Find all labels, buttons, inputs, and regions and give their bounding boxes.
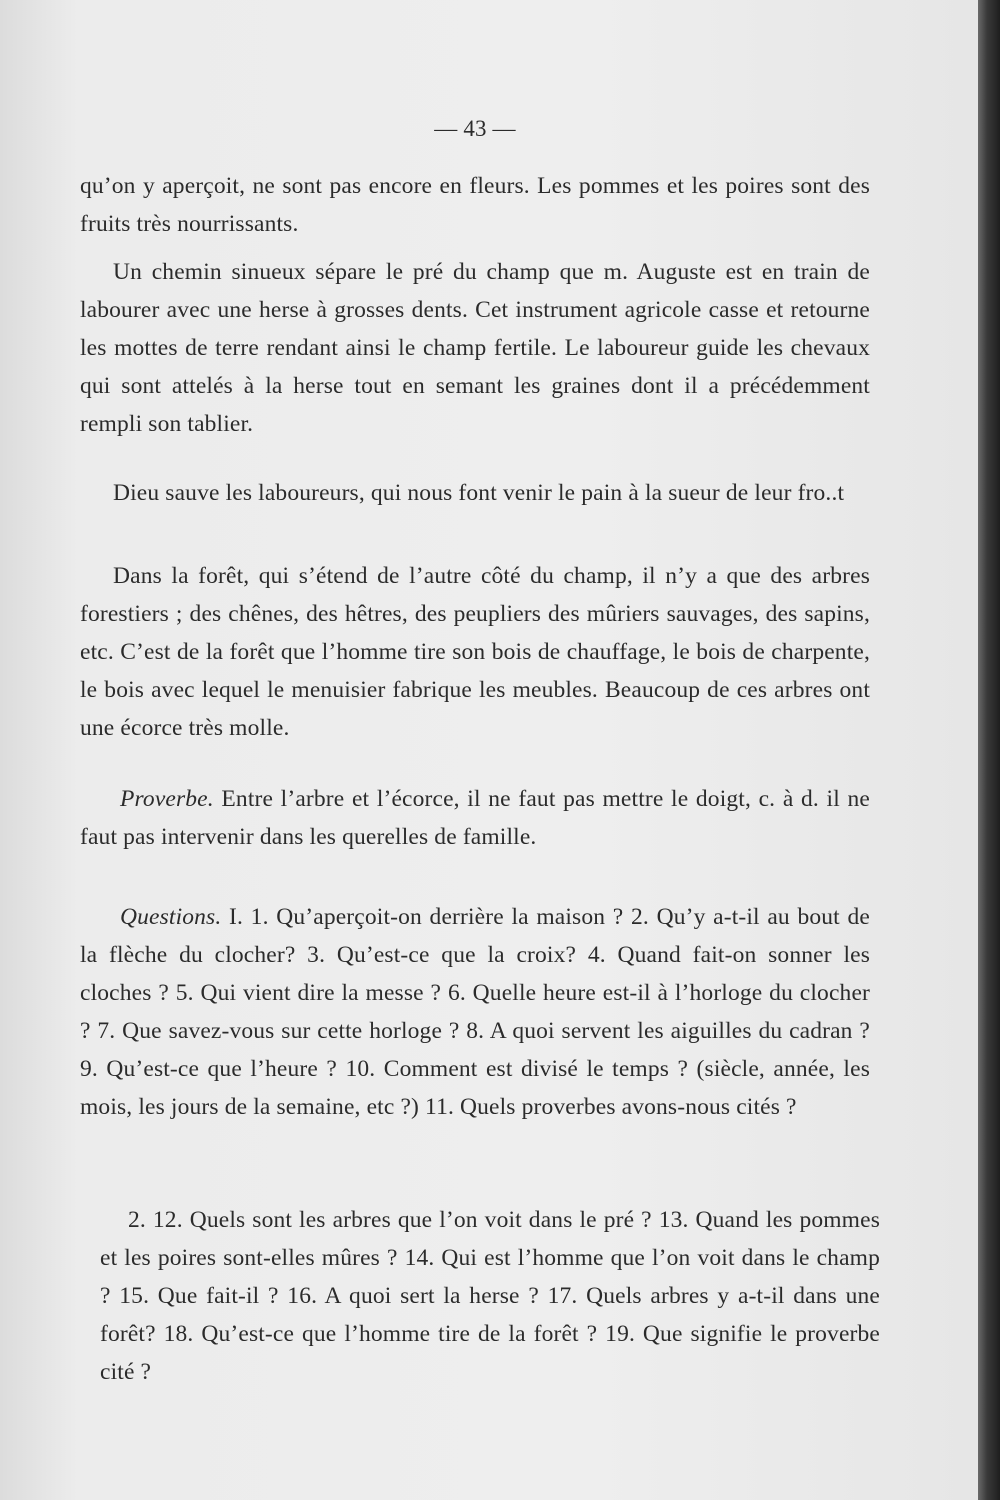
proverb-label: Proverbe. <box>120 786 214 812</box>
paragraph-laboureurs <box>80 474 870 512</box>
page-number: — 43 — <box>434 116 516 141</box>
paragraph-text: I. 1. Qu’aperçoit-on derrière la maison ? 2. Qu’y a-t-il au bout de la flèche du clocher? 3. Qu’est-ce que la croix? 4. Quand fait-on sonner les cloches ? 5. Qui vient dire la messe ? 6. Quelle heure est-il à l’horloge du clocher ? 7. Que savez-vous sur cette horloge ? 8. A quoi servent les aiguilles du cadran ? 9. Qu’est-ce que l’heure ? 10. Comment est divisé le temps ? (siècle, année, les mois, les jours de la semaine, etc ?) 11. Quels proverbes avons-nous cités ? <box>80 904 870 1120</box>
paragraph-text: qu’on y aperçoit, ne sont pas encore en fleurs. Les pommes et les poires sont des fruits très nourrissants. <box>80 173 870 237</box>
questions-label: Questions. <box>120 904 222 930</box>
paragraph-text: Dieu sauve les laboureurs, qui nous font venir le pain à la sueur de leur fro..t <box>113 480 845 506</box>
paragraph-proverb <box>80 780 870 856</box>
book-spine-edge <box>978 0 1000 1500</box>
paragraph-text: Entre l’arbre et l’écorce, il ne faut pas mettre le doigt, c. à d. il ne faut pas intervenir dans les querelles de famille. <box>80 786 870 850</box>
paragraph-questions-2 <box>100 1201 880 1391</box>
paragraph-fruits <box>80 167 870 243</box>
paragraph-text: Dans la forêt, qui s’étend de l’autre côté du champ, il n’y a que des arbres forestiers ; des chênes, des hêtres, des peupliers des mûriers sauvages, des sapins, etc. C’est de la forêt que l’homme tire son bois de chauffage, le bois de charpente, le bois avec lequel le menuisier fabrique les meubles. Beaucoup de ces arbres ont une écorce très molle. <box>80 563 870 741</box>
paragraph-questions-1 <box>80 898 870 1126</box>
paragraph-text: 2. 12. Quels sont les arbres que l’on voit dans le pré ? 13. Quand les pommes et les poires sont-elles mûres ? 14. Qui est l’homme que l’on voit dans le champ ? 15. Que fait-il ? 16. A quoi sert la herse ? 17. Quels arbres y a-t-il dans une forêt? 18. Qu’est-ce que l’homme tire de la forêt ? 19. Que signifie le proverbe cité ? <box>100 1207 880 1385</box>
paragraph-forest <box>80 557 870 747</box>
paragraph-text: Un chemin sinueux sépare le pré du champ que m. Auguste est en train de labourer avec une herse à grosses dents. Cet instrument agricole casse et retourne les mottes de terre rendant ainsi le champ fertile. Le laboureur guide les chevaux qui sont attelés à la herse tout en semant les graines dont il a précédemment rempli son tablier. <box>80 259 870 437</box>
paragraph-field <box>80 253 870 443</box>
